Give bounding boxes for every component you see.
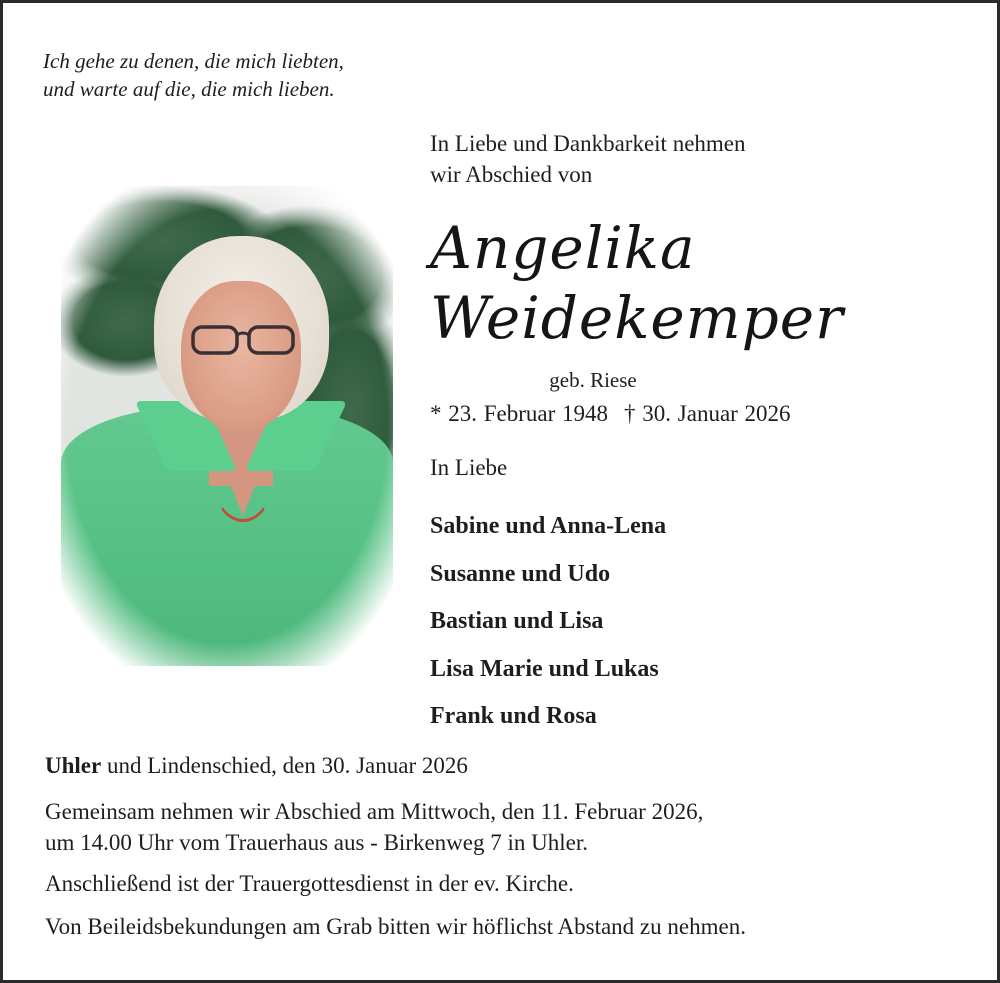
glasses-shape [191,324,295,358]
intro-text [430,128,746,190]
mourner-entry: Sabine und Anna-Lena [430,513,667,539]
mourner-entry: Bastian und Lisa [430,608,604,634]
funeral-line-2: um 14.00 Uhr vom Trauerhaus aus - Birkenweg 7 in Uhler. [45,830,588,855]
life-dates [430,401,791,427]
mourner-entry: Lisa Marie und Lukas [430,655,659,682]
intro-line-1: In Liebe und Dankbarkeit nehmen [430,131,746,156]
funeral-line-1: Gemeinsam nehmen wir Abschied am Mittwoch, den 11. Februar 2026, [45,799,704,824]
place-and-date [45,753,468,779]
last-name: Weidekemper [430,284,844,352]
place-bold: Uhler [45,753,102,778]
place-rest: und Lindenschied, den 30. Januar 2026 [101,753,468,778]
church-service-note: Anschließend ist der Trauergottesdienst in der ev. Kirche. [45,871,574,896]
condolence-request: Von Beileidsbekundungen am Grab bitten wir höflichst Abstand zu nehmen. [45,914,746,939]
deceased-name [430,213,844,353]
mourners-list [430,503,666,741]
mourner-entry: Frank und Rosa [430,703,597,729]
birth-date: * 23. Februar 1948 [430,401,609,426]
motto-quote [43,47,344,103]
mourner-entry: Susanne und Udo [430,560,611,587]
motto-line-1: Ich gehe zu denen, die mich liebten, [43,49,344,73]
first-name: Angelika [430,214,696,282]
death-date: † 30. Januar 2026 [624,401,791,426]
intro-line-2: wir Abschied von [430,162,593,187]
motto-line-2: und warte auf die, die mich lieben. [43,77,335,101]
mourners-heading: In Liebe [430,455,508,480]
maiden-name: geb. Riese [549,368,637,392]
funeral-details [45,796,703,858]
portrait-photo [61,186,393,666]
